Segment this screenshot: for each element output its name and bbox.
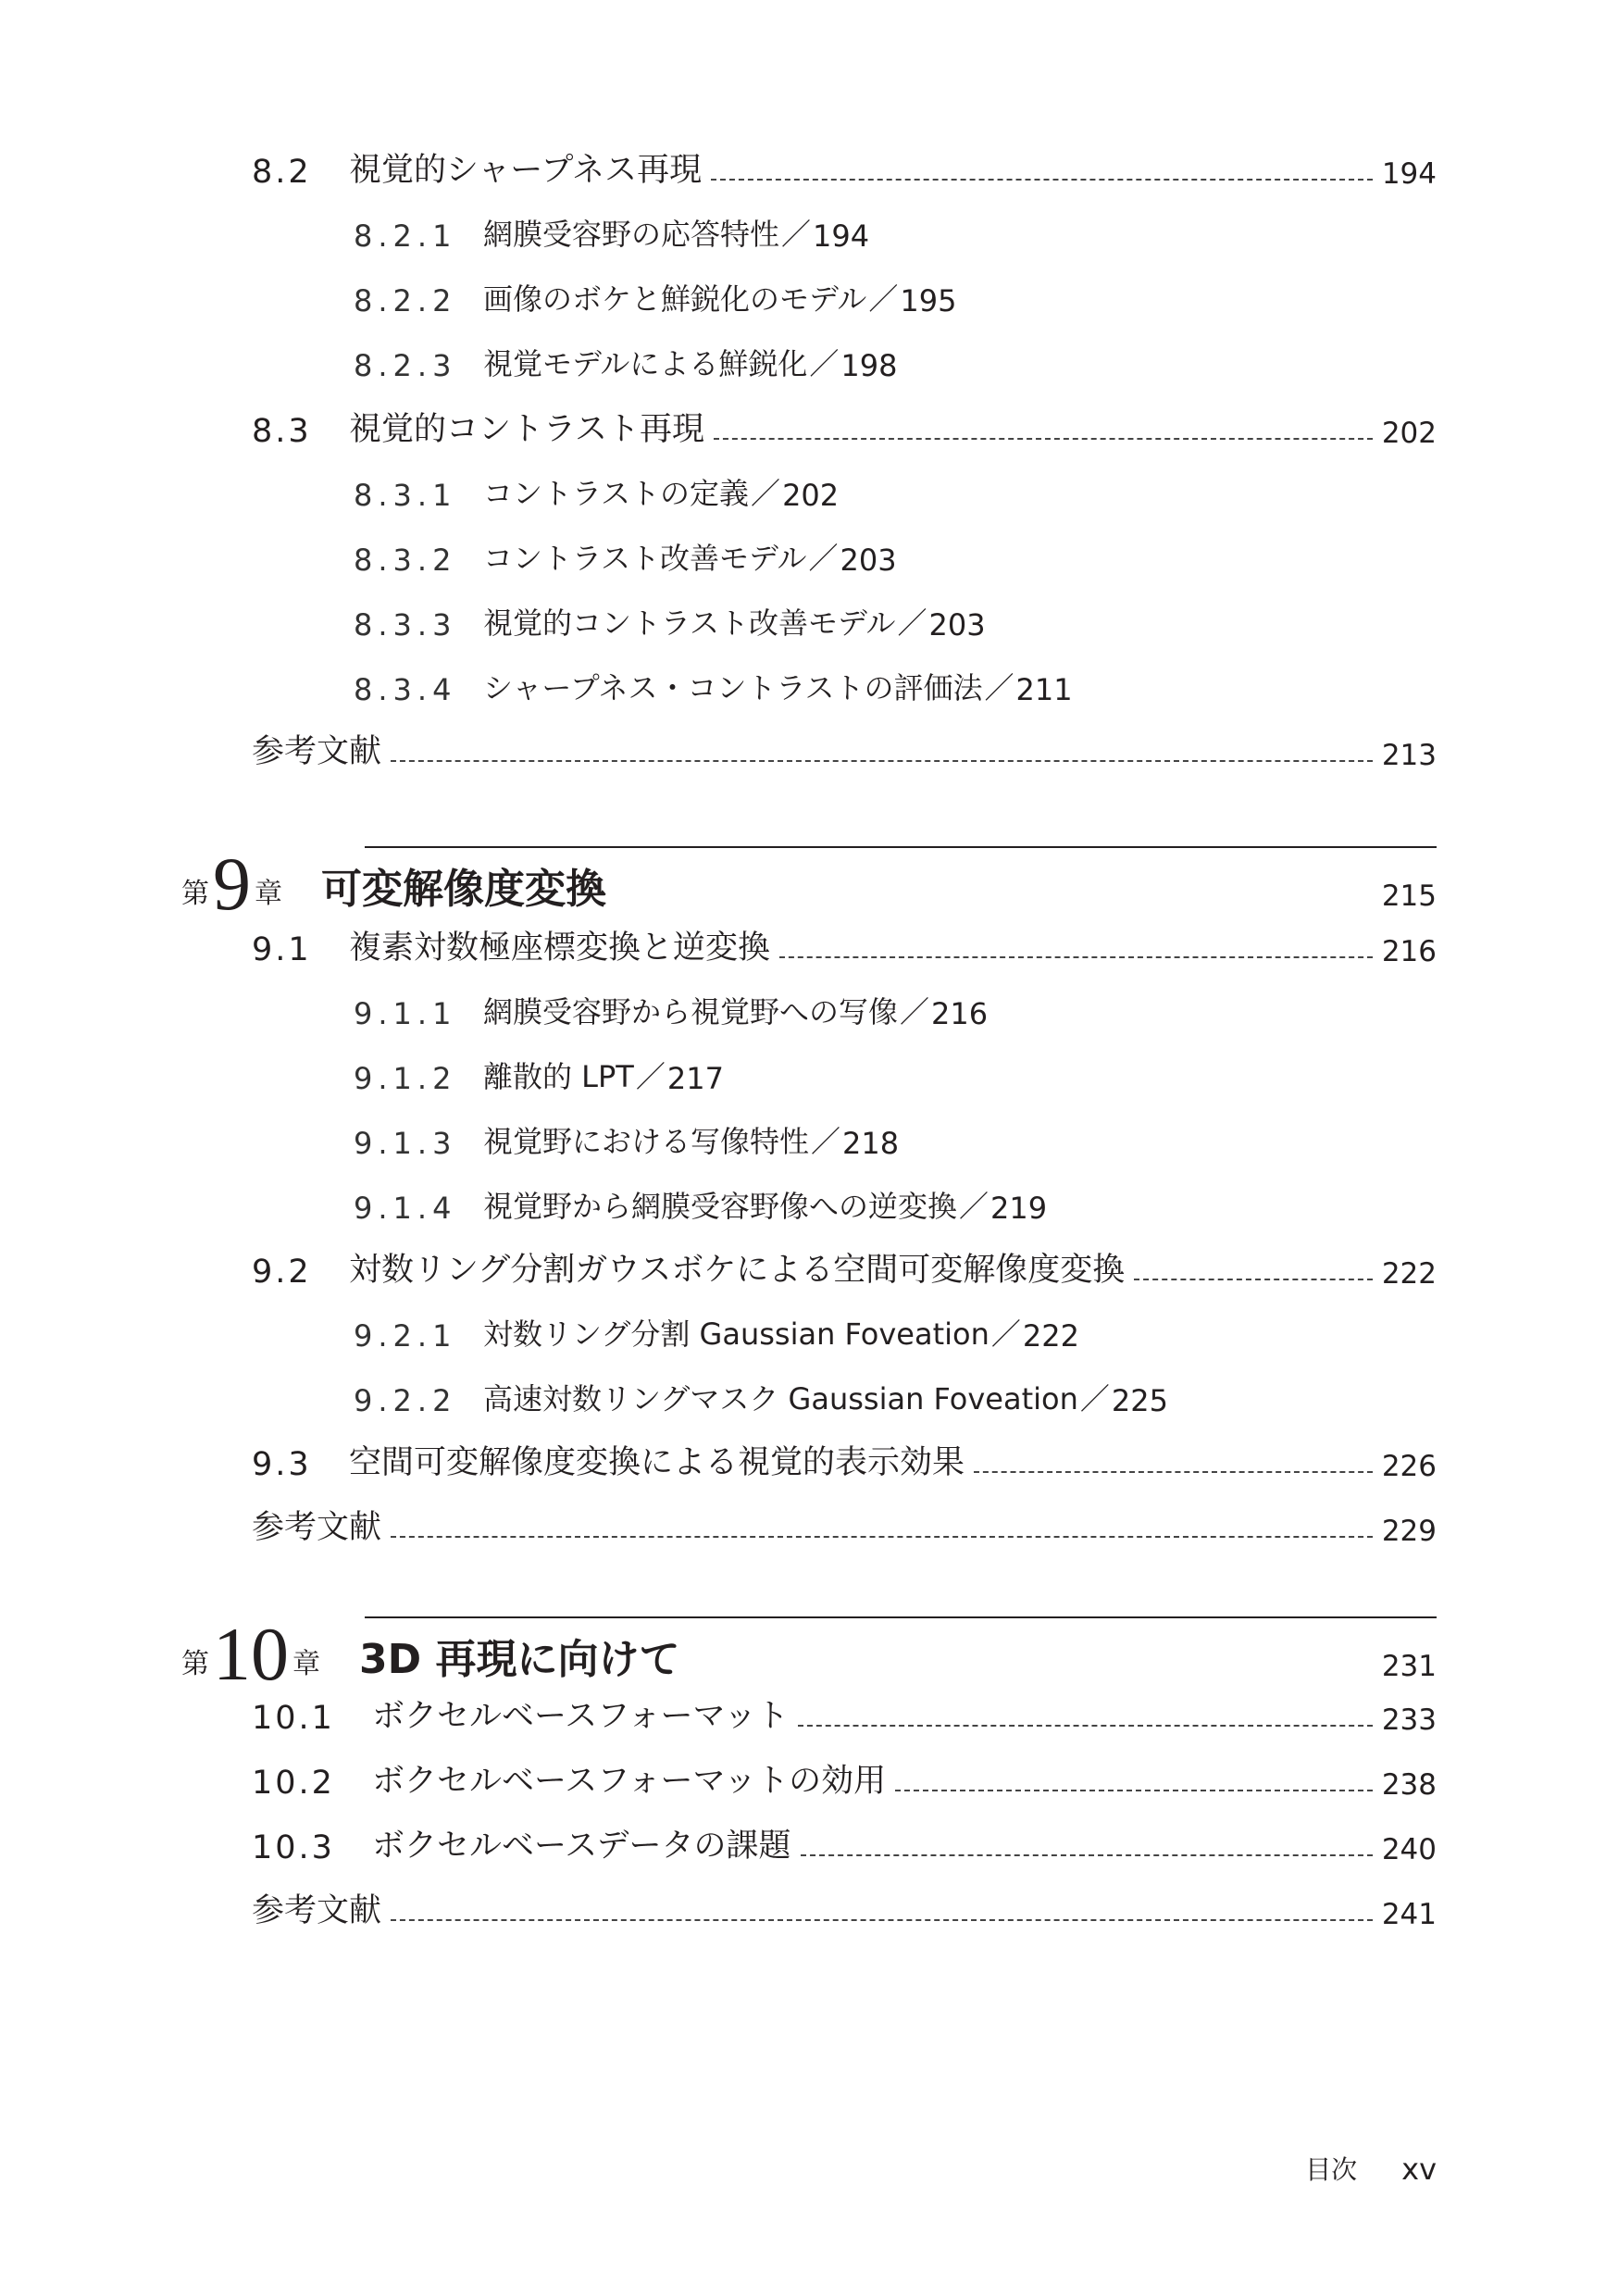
subsection-title: 視覚的コントラスト改善モデル bbox=[483, 605, 896, 641]
toc-subsection[interactable] bbox=[354, 209, 869, 254]
page-number: 222 bbox=[1022, 1318, 1079, 1354]
dot-leader bbox=[974, 1471, 1373, 1473]
section-title: 複素対数極座標変換と逆変換 bbox=[349, 930, 771, 967]
subsection-title: シャープネス・コントラストの評価法 bbox=[483, 670, 983, 705]
dot-leader bbox=[391, 1919, 1373, 1921]
section-title: 視覚的シャープネス再現 bbox=[349, 152, 703, 189]
page-number: 216 bbox=[1381, 935, 1437, 968]
toc-subsection[interactable] bbox=[354, 1374, 1168, 1418]
toc-subsection[interactable] bbox=[354, 274, 957, 318]
page-number: 238 bbox=[1381, 1768, 1437, 1802]
subsection-title: 対数リング分割 Gaussian Foveation bbox=[483, 1316, 989, 1352]
subsection-title: 視覚野における写像特性 bbox=[483, 1124, 810, 1159]
page-number: 211 bbox=[1015, 672, 1073, 707]
toc-references[interactable] bbox=[252, 1502, 1437, 1548]
subsection-title: 高速対数リングマスク Gaussian Foveation bbox=[483, 1381, 1078, 1416]
toc-subsection[interactable] bbox=[354, 1052, 724, 1096]
section-title: 対数リング分割ガウスボケによる空間可変解像度変換 bbox=[349, 1252, 1126, 1289]
page-number: 222 bbox=[1381, 1257, 1437, 1291]
subsection-number: 9.1.3 bbox=[354, 1126, 457, 1161]
subsection-title: 画像のボケと鮮鋭化のモデル bbox=[483, 281, 867, 317]
page-number: 218 bbox=[842, 1126, 900, 1161]
subsection-number: 8.2.2 bbox=[354, 283, 457, 318]
subsection-title: 網膜受容野から視覚野への写像 bbox=[483, 994, 899, 1029]
toc-references[interactable] bbox=[252, 1885, 1437, 1931]
toc-subsection[interactable] bbox=[354, 1117, 899, 1161]
page-number: 203 bbox=[928, 607, 986, 643]
separator: ／ bbox=[751, 476, 781, 511]
subsection-title: 網膜受容野の応答特性 bbox=[483, 217, 780, 252]
page-number: 231 bbox=[1381, 1650, 1437, 1683]
section-title: ボクセルベースフォーマット bbox=[372, 1698, 790, 1735]
chapter-number: 9 bbox=[213, 842, 251, 926]
page-number: 215 bbox=[1381, 880, 1437, 913]
page-number: 219 bbox=[990, 1191, 1048, 1226]
subsection-title: コントラストの定義 bbox=[483, 476, 750, 511]
page-number: 194 bbox=[1381, 157, 1437, 191]
section-title: ボクセルベースフォーマットの効用 bbox=[372, 1763, 887, 1800]
section-number: 10.3 bbox=[252, 1829, 335, 1866]
dot-leader bbox=[714, 438, 1373, 440]
page-number: 240 bbox=[1381, 1833, 1437, 1866]
dot-leader bbox=[1134, 1279, 1373, 1280]
toc-section-9-3[interactable] bbox=[252, 1437, 1437, 1483]
separator: ／ bbox=[808, 541, 839, 576]
separator: ／ bbox=[635, 1059, 666, 1094]
chapter-prefix: 第 bbox=[181, 1648, 209, 1680]
toc-section-9-2[interactable] bbox=[252, 1244, 1437, 1291]
subsection-title: 離散的 LPT bbox=[483, 1059, 634, 1094]
subsection-number: 9.2.2 bbox=[354, 1383, 457, 1418]
subsection-number: 8.3.1 bbox=[354, 478, 457, 513]
toc-subsection[interactable] bbox=[354, 663, 1073, 707]
section-number: 10.1 bbox=[252, 1700, 335, 1737]
subsection-number: 8.2.3 bbox=[354, 348, 457, 383]
section-title: 視覚的コントラスト再現 bbox=[349, 411, 704, 448]
references-title: 参考文献 bbox=[252, 1892, 382, 1929]
separator: ／ bbox=[959, 1189, 989, 1224]
dot-leader bbox=[895, 1790, 1373, 1791]
page-number: 194 bbox=[813, 218, 870, 254]
page-footer bbox=[1305, 2150, 1437, 2187]
chapter-rule bbox=[365, 846, 1437, 848]
toc-subsection[interactable] bbox=[354, 1309, 1079, 1354]
chapter-number: 10 bbox=[213, 1612, 289, 1696]
separator: ／ bbox=[984, 670, 1014, 705]
dot-leader bbox=[391, 1536, 1373, 1538]
subsection-number: 9.1.2 bbox=[354, 1061, 457, 1096]
dot-leader bbox=[711, 179, 1373, 181]
chapter-suffix: 章 bbox=[255, 878, 282, 910]
separator: ／ bbox=[990, 1316, 1021, 1352]
toc-section-8-3[interactable] bbox=[252, 404, 1437, 450]
chapter-title: 3D 再現に向けて bbox=[359, 1636, 680, 1683]
subsection-title: 視覚野から網膜受容野像への逆変換 bbox=[483, 1189, 958, 1224]
subsection-number: 8.2.1 bbox=[354, 218, 457, 254]
subsection-number: 8.3.4 bbox=[354, 672, 457, 707]
separator: ／ bbox=[897, 605, 927, 641]
page-number: 229 bbox=[1381, 1515, 1437, 1548]
toc-subsection[interactable] bbox=[354, 1181, 1047, 1226]
subsection-title: コントラスト改善モデル bbox=[483, 541, 807, 576]
chapter-suffix: 章 bbox=[292, 1648, 320, 1680]
toc-subsection[interactable] bbox=[354, 598, 986, 643]
toc-subsection[interactable] bbox=[354, 987, 988, 1031]
toc-subsection[interactable] bbox=[354, 468, 839, 513]
section-number: 10.2 bbox=[252, 1765, 335, 1802]
page-number: 216 bbox=[931, 996, 989, 1031]
subsection-title: 視覚モデルによる鮮鋭化 bbox=[483, 346, 808, 381]
dot-leader bbox=[391, 760, 1373, 762]
page-number: 241 bbox=[1381, 1898, 1437, 1931]
page-number: 226 bbox=[1381, 1450, 1437, 1483]
separator: ／ bbox=[811, 1124, 841, 1159]
toc-section-10-1[interactable] bbox=[252, 1691, 1437, 1737]
dot-leader bbox=[801, 1854, 1373, 1856]
page-number: 202 bbox=[782, 478, 840, 513]
toc-section-10-2[interactable] bbox=[252, 1755, 1437, 1802]
toc-section-9-1[interactable] bbox=[252, 922, 1437, 968]
chapter-rule bbox=[365, 1616, 1437, 1618]
toc-chapter-10[interactable] bbox=[181, 1609, 1437, 1702]
references-title: 参考文献 bbox=[252, 1509, 382, 1546]
section-number: 9.1 bbox=[252, 931, 312, 968]
subsection-number: 8.3.2 bbox=[354, 543, 457, 578]
toc-chapter-9[interactable] bbox=[181, 839, 1437, 931]
section-title: 空間可変解像度変換による視覚的表示効果 bbox=[349, 1444, 965, 1481]
section-number: 9.2 bbox=[252, 1254, 312, 1291]
section-number: 8.2 bbox=[252, 154, 312, 191]
page-number: 198 bbox=[840, 348, 898, 383]
toc-subsection[interactable] bbox=[354, 339, 898, 383]
subsection-number: 9.1.4 bbox=[354, 1191, 457, 1226]
section-title: ボクセルベースデータの課題 bbox=[372, 1828, 791, 1865]
separator: ／ bbox=[1079, 1381, 1110, 1416]
footer-label: 目次 bbox=[1305, 2154, 1358, 2185]
subsection-number: 8.3.3 bbox=[354, 607, 457, 643]
page-number: 233 bbox=[1381, 1703, 1437, 1737]
separator: ／ bbox=[868, 281, 899, 317]
dot-leader bbox=[779, 956, 1373, 958]
page-number: 202 bbox=[1381, 417, 1437, 450]
toc-references[interactable] bbox=[252, 726, 1437, 772]
toc-section-10-3[interactable] bbox=[252, 1820, 1437, 1866]
separator: ／ bbox=[809, 346, 840, 381]
references-title: 参考文献 bbox=[252, 733, 382, 770]
page-number: 217 bbox=[666, 1061, 724, 1096]
chapter-prefix: 第 bbox=[181, 878, 209, 910]
section-number: 9.3 bbox=[252, 1446, 312, 1483]
toc-section-8-2[interactable] bbox=[252, 144, 1437, 191]
page-number: 213 bbox=[1381, 739, 1437, 772]
page-number: 225 bbox=[1111, 1383, 1168, 1418]
separator: ／ bbox=[781, 217, 812, 252]
page-number: 203 bbox=[840, 543, 897, 578]
separator: ／ bbox=[900, 994, 930, 1029]
dot-leader bbox=[798, 1725, 1373, 1727]
subsection-number: 9.2.1 bbox=[354, 1318, 457, 1354]
chapter-title: 可変解像度変換 bbox=[321, 866, 606, 913]
page-number: 195 bbox=[900, 283, 957, 318]
subsection-number: 9.1.1 bbox=[354, 996, 457, 1031]
section-number: 8.3 bbox=[252, 413, 312, 450]
toc-subsection[interactable] bbox=[354, 533, 897, 578]
footer-page-number: xv bbox=[1401, 2152, 1437, 2187]
